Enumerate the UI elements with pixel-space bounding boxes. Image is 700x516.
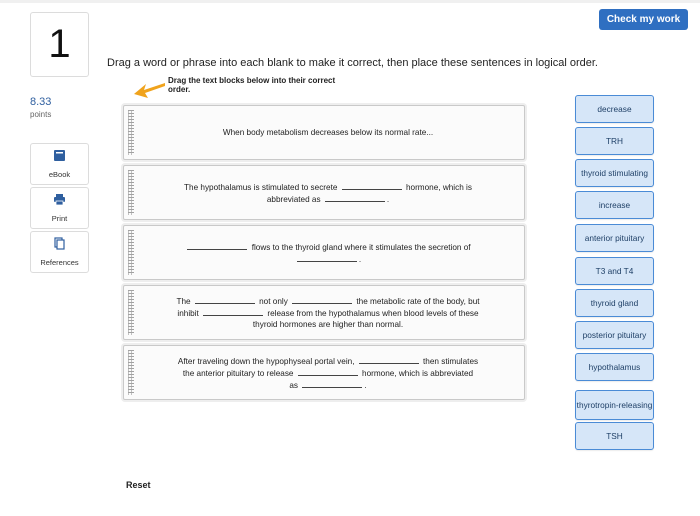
sentence-text-5: After traveling down the hypophyseal portal vein, then stimulates the anterior pituitary to release hormone, which is abbreviated as . bbox=[177, 356, 479, 390]
book-icon bbox=[53, 149, 66, 167]
print-label: Print bbox=[51, 214, 68, 223]
drop-blank[interactable] bbox=[359, 355, 419, 364]
option-pill[interactable]: decrease bbox=[575, 95, 654, 123]
points-label: points bbox=[30, 110, 52, 119]
option-pill[interactable]: thyrotropin-releasing bbox=[575, 390, 654, 420]
references-icon bbox=[53, 237, 66, 255]
option-pill[interactable]: posterior pituitary bbox=[575, 321, 654, 349]
sentence-text-3: flows to the thyroid gland where it stimulates the secretion of . bbox=[138, 226, 518, 279]
drop-blank[interactable] bbox=[203, 307, 263, 316]
drop-blank[interactable] bbox=[342, 181, 402, 190]
option-pill[interactable]: anterior pituitary bbox=[575, 224, 654, 252]
sentence-block-5[interactable] bbox=[123, 345, 525, 400]
drag-handle-icon[interactable] bbox=[128, 350, 134, 395]
option-pill[interactable]: thyroid gland bbox=[575, 289, 654, 317]
drop-blank[interactable] bbox=[187, 241, 247, 250]
print-button[interactable] bbox=[30, 187, 89, 229]
ebook-label: eBook bbox=[48, 170, 71, 179]
hint-arrow-icon bbox=[132, 80, 166, 102]
option-pill[interactable]: T3 and T4 bbox=[575, 257, 654, 285]
drag-hint: Drag the text blocks below into their correct order. bbox=[168, 76, 336, 94]
drag-handle-icon[interactable] bbox=[128, 230, 134, 275]
drag-handle-icon[interactable] bbox=[128, 170, 134, 215]
points-value: 8.33 bbox=[30, 96, 52, 108]
sentence-text-2: The hypothalamus is stimulated to secrete hormone, which is abbreviated as . bbox=[184, 182, 472, 204]
option-pill[interactable]: thyroid stimulating bbox=[575, 159, 654, 187]
drop-blank[interactable] bbox=[325, 193, 385, 202]
drop-blank[interactable] bbox=[292, 295, 352, 304]
sentence-block-3[interactable] bbox=[123, 225, 525, 280]
option-pill[interactable]: hypothalamus bbox=[575, 353, 654, 381]
references-label: References bbox=[40, 258, 79, 267]
top-bar bbox=[0, 0, 700, 3]
printer-icon bbox=[53, 193, 66, 211]
ebook-button[interactable] bbox=[30, 143, 89, 185]
sentence-text-1: When body metabolism decreases below its normal rate... bbox=[222, 128, 434, 137]
check-my-work-button[interactable]: Check my work bbox=[599, 9, 688, 30]
option-pill[interactable]: TRH bbox=[575, 127, 654, 155]
question-prompt: Drag a word or phrase into each blank to make it correct, then place these sentences in logical order. bbox=[107, 57, 598, 69]
drop-blank[interactable] bbox=[298, 367, 358, 376]
option-pill[interactable]: increase bbox=[575, 191, 654, 219]
question-number: 1 bbox=[30, 12, 89, 77]
drag-handle-icon[interactable] bbox=[128, 110, 134, 155]
drop-blank[interactable] bbox=[297, 253, 357, 262]
references-button[interactable] bbox=[30, 231, 89, 273]
sentence-block-4[interactable] bbox=[123, 285, 525, 340]
option-pill[interactable]: TSH bbox=[575, 422, 654, 450]
sentence-text-4: The not only the metabolic rate of the body, but inhibit release from the hypothalamus when blood levels of these thyroid hormones are higher than normal. bbox=[176, 297, 480, 329]
sentence-block-1[interactable] bbox=[123, 105, 525, 160]
drop-blank[interactable] bbox=[195, 295, 255, 304]
sentence-block-2[interactable] bbox=[123, 165, 525, 220]
drag-handle-icon[interactable] bbox=[128, 290, 134, 335]
reset-button[interactable]: Reset bbox=[126, 480, 151, 490]
drop-blank[interactable] bbox=[302, 379, 362, 388]
